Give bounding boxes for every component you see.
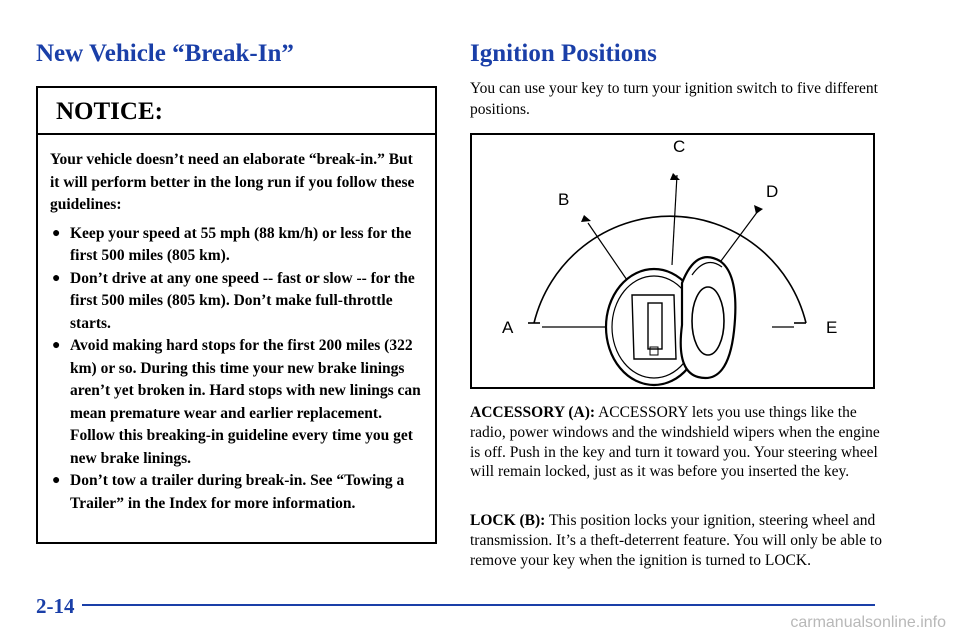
label-d: D [766, 182, 779, 201]
watermark: carmanualsonline.info [790, 614, 946, 631]
tick-c [670, 173, 680, 180]
lock-label: LOCK (B): [470, 512, 546, 529]
notice-box [36, 86, 437, 544]
leader-c [672, 175, 677, 265]
guideline-text: Avoid making hard stops for the first 200 miles (322 km) or so. During this time your new brake linings aren’t yet broken in. Hard stops with new linings can mean premature wear and earlier replacement. Follow this breaking‐in guideline every time you get new brake linings. [70, 337, 421, 467]
guideline-item [50, 335, 425, 470]
notice-intro: Your vehicle doesn’t need an elaborate “break‐in.” But it will perform better in the long run if you follow these guidelines: [50, 151, 415, 213]
guideline-text: Keep your speed at 55 mph (88 km/h) or less for the first 500 miles (805 km). [70, 224, 412, 264]
lock-text: This position locks your ignition, steering wheel and transmission. It’s a theft‐deterrent feature. You will only be able to remove your key when the ignition is turned to LOCK. [470, 512, 882, 569]
ignition-intro: You can use your key to turn your ignition switch to five different positions. [470, 80, 878, 118]
lock-paragraph [470, 511, 890, 570]
bullet-icon: ● [52, 225, 61, 241]
section-title-break-in: New Vehicle “Break-In” [36, 40, 294, 67]
accessory-text: ACCESSORY lets you use things like the radio, power windows and the windshield wipers when the engine is off. Push in the key and turn it toward you. Your steering wheel will remain locked, just as it was before you inserted the key. [470, 404, 880, 481]
ignition-diagram-svg [472, 135, 873, 387]
tick-d [754, 205, 763, 214]
label-b: B [558, 190, 570, 209]
guideline-item [50, 268, 425, 336]
bullet-icon: ● [52, 338, 61, 353]
tick-b [581, 215, 591, 222]
notice-body [38, 135, 435, 515]
guideline-list [50, 223, 425, 516]
label-e: E [826, 318, 838, 337]
guideline-text: Don’t tow a trailer during break‐in. See “Towing a Trailer” in the Index for more information. [70, 472, 405, 512]
guideline-item [50, 223, 425, 268]
label-c: C [673, 137, 686, 156]
accessory-paragraph [470, 403, 890, 482]
key-icon [681, 257, 736, 378]
notice-heading: NOTICE: [38, 88, 435, 135]
page-number: 2-14 [36, 594, 75, 618]
guideline-text: Don’t drive at any one speed ‐‐ fast or slow ‐‐ for the first 500 miles (805 km). Don’t make full‐throttle starts. [70, 269, 415, 332]
bullet-icon: ● [52, 473, 61, 488]
leader-d [718, 211, 758, 265]
footer-rule [82, 604, 875, 606]
section-title-ignition: Ignition Positions [470, 40, 657, 67]
label-a: A [502, 318, 514, 337]
guideline-item [50, 470, 425, 515]
bullet-icon: ● [52, 270, 61, 286]
ignition-diagram [470, 133, 875, 389]
accessory-label: ACCESSORY (A): [470, 404, 596, 421]
